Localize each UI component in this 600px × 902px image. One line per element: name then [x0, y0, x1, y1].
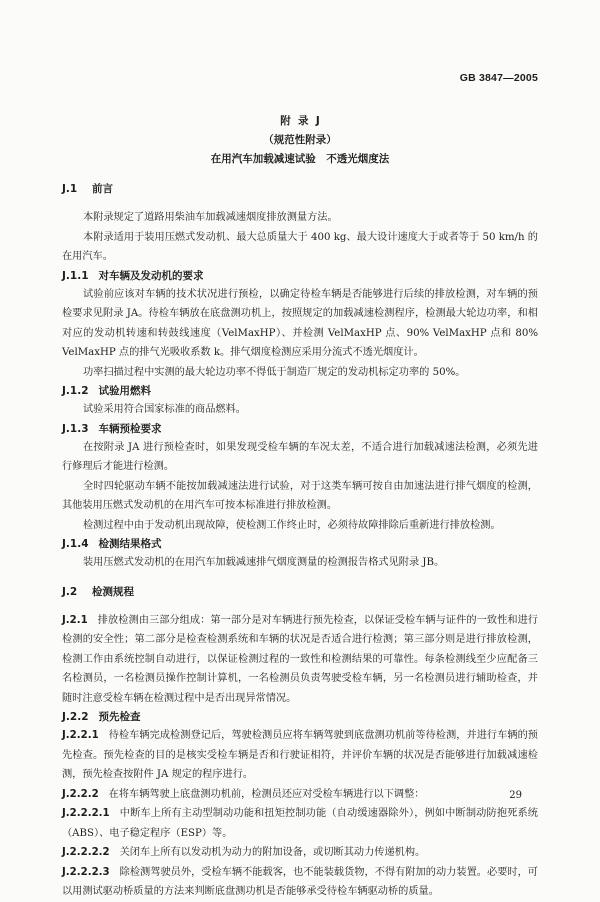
section-heading-j1-1: J.1.1 对车辆及发动机的要求	[62, 269, 204, 282]
paragraph: 在按附录 JA 进行预检查时，如果发现受检车辆的车况太差，不适合进行加载减速法检测，必须先进行修理后才能进行检测。	[62, 441, 538, 472]
clause-j2-2-1: J.2.2.1 待检车辆完成检测登记后，驾驶检测员应将车辆驾驶到底盘测功机前等待检测，并进行车辆的预先检查。预先检查的目的是核实受检车辆是否和行驶证相符，并评价车辆的状况是否能够进行加载减速检测，预先检查按附件 JA 规定的程序进行。	[62, 730, 538, 780]
page-number: 29	[509, 790, 522, 801]
paragraph: 试验采用符合国家标准的商品燃料。	[83, 404, 246, 415]
section-heading-j1-4: J.1.4 检测结果格式	[62, 538, 162, 550]
paragraph: 全时四轮驱动车辆不能按加载减速法进行试验，对于这类车辆可按自由加速法进行排气烟度的检测，其他装用压燃式发动机的在用汽车可按本标准进行排放检测。	[62, 480, 538, 511]
section-heading-j1-2: J.1.2 试验用燃料	[62, 385, 151, 397]
paragraph: 本附录规定了道路用柴油车加载减速烟度排放测量方法。	[83, 212, 338, 223]
paragraph: 功率扫描过程中实测的最大轮边功率不得低于制造厂规定的发动机标定功率的 50%。	[83, 366, 466, 378]
document-body	[62, 178, 538, 902]
section-heading-j1-3: J.1.3 车辆预检要求	[62, 422, 162, 435]
appendix-type: （规范性附录）	[263, 134, 337, 146]
paragraph: 试验前应该对车辆的技术状况进行预检，以确定待检车辆是否能够进行后续的排放检测，对车辆的预检要求见附录 JA。待检车辆放在底盘测功机上，按照规定的加载减速检测程序，检测最大轮边功率，和相对应的发动机转速和转鼓线速度（VelMaxHP）、并检测 VelMaxHP 点、90% VelMaxHP 点和 80% VelMaxHP 点的排气光吸收系数 k。排气烟度检测应采用分流式不透光烟度计。	[62, 288, 538, 358]
section-heading-j1: J.1 前言	[62, 183, 113, 195]
clause-j2-2-2-3: J.2.2.2.3 除检测驾驶员外，受检车辆不能载客，也不能装载货物，不得有附加的动力装置。必要时，可以用测试驱动桥质量的方法来判断底盘测功机是否能够承受待检车辆驱动桥的质量。	[62, 866, 538, 897]
section-heading-j2: J.2 检测规程	[62, 585, 134, 598]
standard-code: GB 3847—2005	[459, 72, 538, 84]
clause-j2-2-2-1: J.2.2.2.1 中断车上所有主动型制动功能和扭矩控制功能（自动缓速器除外），例如中断制动防抱死系统（ABS）、电子稳定程序（ESP）等。	[62, 808, 538, 839]
appendix-heading	[0, 112, 600, 169]
clause-j2-1: J.2.1 排放检测由三部分组成：第一部分是对车辆进行预先检查，以保证受检车辆与证件的一致性和进行检测的安全性；第二部分是检查检测系统和车辆的状况是否适合进行检测；第三部分则是进行排放检测，检测工作由系统控制自动进行，以保证检测过程的一致性和检测结果的可靠性。每条检测线至少应配备三名检测员，一名检测员操作控制计算机，一名检测员负责驾驶受检车辆，另一名检测员进行辅助检查，并随时注意受检车辆在检测过程中是否出现异常情况。	[62, 614, 538, 704]
appendix-title: 在用汽车加载减速试验 不透光烟度法	[210, 153, 390, 165]
paragraph: 装用压燃式发动机的在用汽车加载减速排气烟度测量的检测报告格式见附录 JB。	[83, 557, 445, 568]
clause-j2-2-2: J.2.2.2 在将车辆驾驶上底盘测功机前，检测员还应对受检车辆进行以下调整：	[62, 788, 425, 800]
appendix-label: 附 录 J	[280, 115, 320, 127]
section-heading-j2-2: J.2.2 预先检查	[62, 711, 141, 723]
paragraph: 检测过程中由于发动机出现故障，使检测工作终止时，必须待故障排除后重新进行排放检测。	[83, 519, 501, 531]
clause-j2-2-2-2: J.2.2.2.2 关闭车上所有以发动机为动力的附加设备，或切断其动力传递机构。	[62, 847, 426, 858]
paragraph: 本附录适用于装用压燃式发动机、最大总质量大于 400 kg、最大设计速度大于或者等于 50 km/h 的在用汽车。	[62, 231, 538, 262]
